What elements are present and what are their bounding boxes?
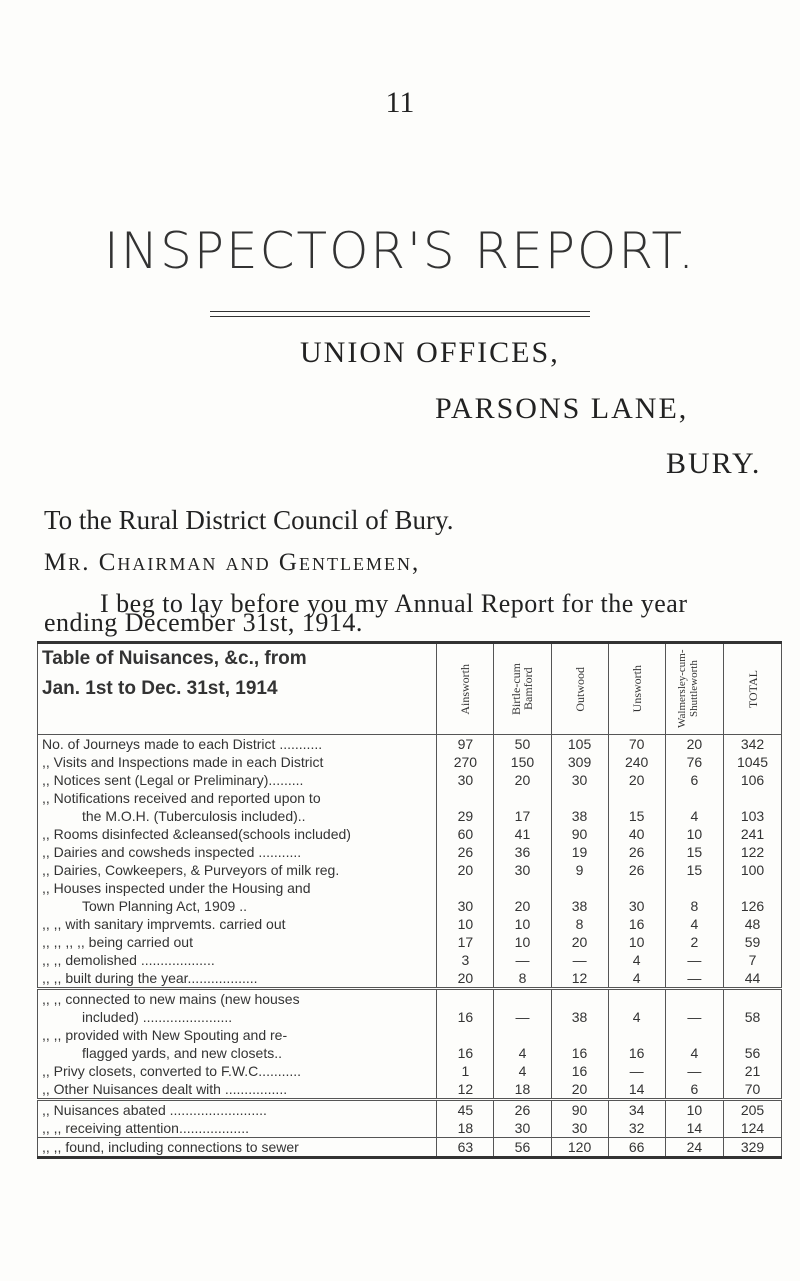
cell-value: 38: [551, 989, 608, 1027]
cell-value: 56: [724, 1026, 782, 1062]
table-title-line: Jan. 1st to Dec. 31st, 1914: [42, 678, 278, 699]
table-row: [38, 1026, 782, 1062]
table-row: [38, 771, 782, 789]
table-row: [38, 1100, 782, 1120]
cell-value: 63: [437, 1138, 494, 1158]
table-row: [38, 879, 782, 915]
table-row: [38, 969, 782, 989]
cell-value: 15: [665, 861, 723, 879]
cell-value: 58: [724, 989, 782, 1027]
cell-value: 18: [494, 1080, 551, 1100]
table-row: [38, 933, 782, 951]
column-header: Birtle-cum Bamford: [494, 643, 551, 735]
row-label: ,, ,, receiving attention..................: [42, 1120, 249, 1136]
table-row: [38, 1138, 782, 1158]
row-label: ,, Privy closets, converted to F.W.C...........: [42, 1063, 302, 1079]
cell-value: 20: [494, 771, 551, 789]
cell-value: 241: [724, 825, 782, 843]
table-row: [38, 789, 782, 825]
cell-value: 20: [608, 771, 665, 789]
cell-value: 12: [551, 969, 608, 989]
column-header: Ainsworth: [437, 643, 494, 735]
table-row: [38, 989, 782, 1027]
cell-value: 10: [665, 825, 723, 843]
column-header: Outwood: [551, 643, 608, 735]
cell-value: 97: [437, 735, 494, 754]
address-line: BURY.: [666, 447, 762, 480]
table-row: [38, 1119, 782, 1138]
row-label: ,, Rooms disinfected &cleansed(schools included): [42, 826, 351, 842]
cell-value: 9: [551, 861, 608, 879]
cell-value: 4: [608, 969, 665, 989]
table-row: [38, 825, 782, 843]
cell-value: 16: [551, 1062, 608, 1080]
cell-value: 34: [608, 1100, 665, 1120]
cell-value: —: [665, 969, 723, 989]
cell-value: 106: [724, 771, 782, 789]
row-label: ,, Nuisances abated .........................: [42, 1102, 267, 1118]
row-label: ,, Dairies and cowsheds inspected ...........: [42, 844, 302, 860]
table-row: [38, 753, 782, 771]
address-line: PARSONS LANE,: [435, 392, 689, 425]
cell-value: 70: [608, 735, 665, 754]
cell-value: —: [494, 951, 551, 969]
table-row: [38, 951, 782, 969]
cell-value: 90: [551, 825, 608, 843]
row-label: ,, Other Nuisances dealt with ................: [42, 1081, 288, 1097]
cell-value: —: [665, 951, 723, 969]
intro-line-2: ending December 31st, 1914.: [44, 608, 363, 637]
row-label: No. of Journeys made to each District ...........: [42, 736, 323, 752]
cell-value: 4: [665, 915, 723, 933]
cell-value: 20: [437, 969, 494, 989]
cell-value: 40: [608, 825, 665, 843]
cell-value: 20: [551, 1080, 608, 1100]
cell-value: 8: [494, 969, 551, 989]
cell-value: 26: [608, 861, 665, 879]
cell-value: 45: [437, 1100, 494, 1120]
cell-value: 122: [724, 843, 782, 861]
cell-value: 18: [437, 1119, 494, 1138]
row-label: ,, ,, ,, ,, being carried out: [42, 934, 193, 950]
cell-value: 7: [724, 951, 782, 969]
table-row: [38, 1062, 782, 1080]
cell-value: 38: [551, 879, 608, 915]
table-row: [38, 735, 782, 754]
cell-value: 29: [437, 789, 494, 825]
table-header: [38, 643, 782, 735]
intro-line: I beg to lay before you my Annual Report for the year: [100, 589, 688, 618]
cell-value: 205: [724, 1100, 782, 1120]
row-label: ,, ,, with sanitary imprvemts. carried out: [42, 916, 286, 932]
table-row: [38, 915, 782, 933]
cell-value: 4: [665, 789, 723, 825]
cell-value: 16: [437, 989, 494, 1027]
page-title: INSPECTOR'S REPORT.: [103, 222, 696, 280]
title-rule: [210, 311, 590, 312]
cell-value: 10: [608, 933, 665, 951]
cell-value: 30: [437, 879, 494, 915]
cell-value: 3: [437, 951, 494, 969]
cell-value: —: [551, 951, 608, 969]
table-row: [38, 1080, 782, 1100]
cell-value: 126: [724, 879, 782, 915]
column-header: Walmersley-cum-Shuttleworth: [665, 643, 723, 735]
cell-value: 20: [437, 861, 494, 879]
cell-value: 30: [437, 771, 494, 789]
cell-value: 270: [437, 753, 494, 771]
cell-value: 17: [437, 933, 494, 951]
cell-value: 16: [608, 1026, 665, 1062]
cell-value: 124: [724, 1119, 782, 1138]
cell-value: 329: [724, 1138, 782, 1158]
cell-value: 15: [665, 843, 723, 861]
cell-value: 6: [665, 771, 723, 789]
cell-value: 14: [608, 1080, 665, 1100]
cell-value: 30: [551, 771, 608, 789]
cell-value: —: [665, 989, 723, 1027]
cell-value: 56: [494, 1138, 551, 1158]
cell-value: 50: [494, 735, 551, 754]
row-label: ,, Notifications received and reported upon to the M.O.H. (Tuberculosis included)..: [42, 790, 321, 824]
cell-value: 30: [494, 1119, 551, 1138]
cell-value: 8: [551, 915, 608, 933]
cell-value: 6: [665, 1080, 723, 1100]
cell-value: 10: [494, 915, 551, 933]
row-label: ,, Notices sent (Legal or Preliminary).........: [42, 772, 304, 788]
cell-value: 38: [551, 789, 608, 825]
column-header: TOTAL: [724, 643, 782, 735]
row-label: ,, ,, built during the year..................: [42, 970, 258, 986]
cell-value: 24: [665, 1138, 723, 1158]
cell-value: 8: [665, 879, 723, 915]
cell-value: 12: [437, 1080, 494, 1100]
cell-value: 41: [494, 825, 551, 843]
cell-value: 44: [724, 969, 782, 989]
cell-value: 10: [665, 1100, 723, 1120]
nuisances-table: [37, 641, 782, 1159]
cell-value: 2: [665, 933, 723, 951]
cell-value: —: [665, 1062, 723, 1080]
row-label: ,, Visits and Inspections made in each District: [42, 754, 324, 770]
cell-value: 105: [551, 735, 608, 754]
cell-value: 26: [494, 1100, 551, 1120]
cell-value: 21: [724, 1062, 782, 1080]
cell-value: —: [608, 1062, 665, 1080]
table-title: [38, 643, 437, 735]
address-line: UNION OFFICES,: [300, 336, 560, 369]
cell-value: 10: [494, 933, 551, 951]
row-label: ,, ,, found, including connections to sewer: [42, 1139, 299, 1155]
cell-value: 60: [437, 825, 494, 843]
cell-value: 19: [551, 843, 608, 861]
cell-value: 4: [494, 1062, 551, 1080]
table-title-line: Table of Nuisances, &c., from: [42, 648, 307, 669]
cell-value: 70: [724, 1080, 782, 1100]
page-number: 11: [385, 86, 415, 119]
row-label: ,, ,, demolished ...................: [42, 952, 215, 968]
cell-value: 14: [665, 1119, 723, 1138]
cell-value: 36: [494, 843, 551, 861]
table-row: [38, 861, 782, 879]
cell-value: 240: [608, 753, 665, 771]
cell-value: 76: [665, 753, 723, 771]
cell-value: 10: [437, 915, 494, 933]
cell-value: 16: [608, 915, 665, 933]
salutation: Mr. Chairman and Gentlemen,: [44, 549, 421, 576]
cell-value: 103: [724, 789, 782, 825]
table-row: [38, 843, 782, 861]
row-label: ,, ,, connected to new mains (new houses included) .......................: [42, 991, 300, 1025]
cell-value: 309: [551, 753, 608, 771]
cell-value: 100: [724, 861, 782, 879]
cell-value: 32: [608, 1119, 665, 1138]
cell-value: 30: [608, 879, 665, 915]
cell-value: 16: [551, 1026, 608, 1062]
cell-value: —: [494, 989, 551, 1027]
cell-value: 30: [494, 861, 551, 879]
cell-value: 59: [724, 933, 782, 951]
cell-value: 17: [494, 789, 551, 825]
cell-value: 90: [551, 1100, 608, 1120]
cell-value: 4: [494, 1026, 551, 1062]
cell-value: 30: [551, 1119, 608, 1138]
cell-value: 4: [608, 989, 665, 1027]
cell-value: 1045: [724, 753, 782, 771]
cell-value: 26: [608, 843, 665, 861]
cell-value: 4: [665, 1026, 723, 1062]
title-rule: [210, 316, 590, 317]
cell-value: 16: [437, 1026, 494, 1062]
cell-value: 20: [551, 933, 608, 951]
cell-value: 342: [724, 735, 782, 754]
cell-value: 48: [724, 915, 782, 933]
cell-value: 4: [608, 951, 665, 969]
cell-value: 66: [608, 1138, 665, 1158]
cell-value: 1: [437, 1062, 494, 1080]
cell-value: 120: [551, 1138, 608, 1158]
cell-value: 20: [494, 879, 551, 915]
row-label: ,, ,, provided with New Spouting and re- flagged yards, and new closets..: [42, 1027, 288, 1061]
addressee: To the Rural District Council of Bury.: [44, 505, 454, 535]
cell-value: 150: [494, 753, 551, 771]
cell-value: 26: [437, 843, 494, 861]
row-label: ,, Dairies, Cowkeepers, & Purveyors of milk reg.: [42, 862, 340, 878]
cell-value: 20: [665, 735, 723, 754]
cell-value: 15: [608, 789, 665, 825]
row-label: ,, Houses inspected under the Housing and Town Planning Act, 1909 ..: [42, 880, 311, 914]
column-header: Unsworth: [608, 643, 665, 735]
